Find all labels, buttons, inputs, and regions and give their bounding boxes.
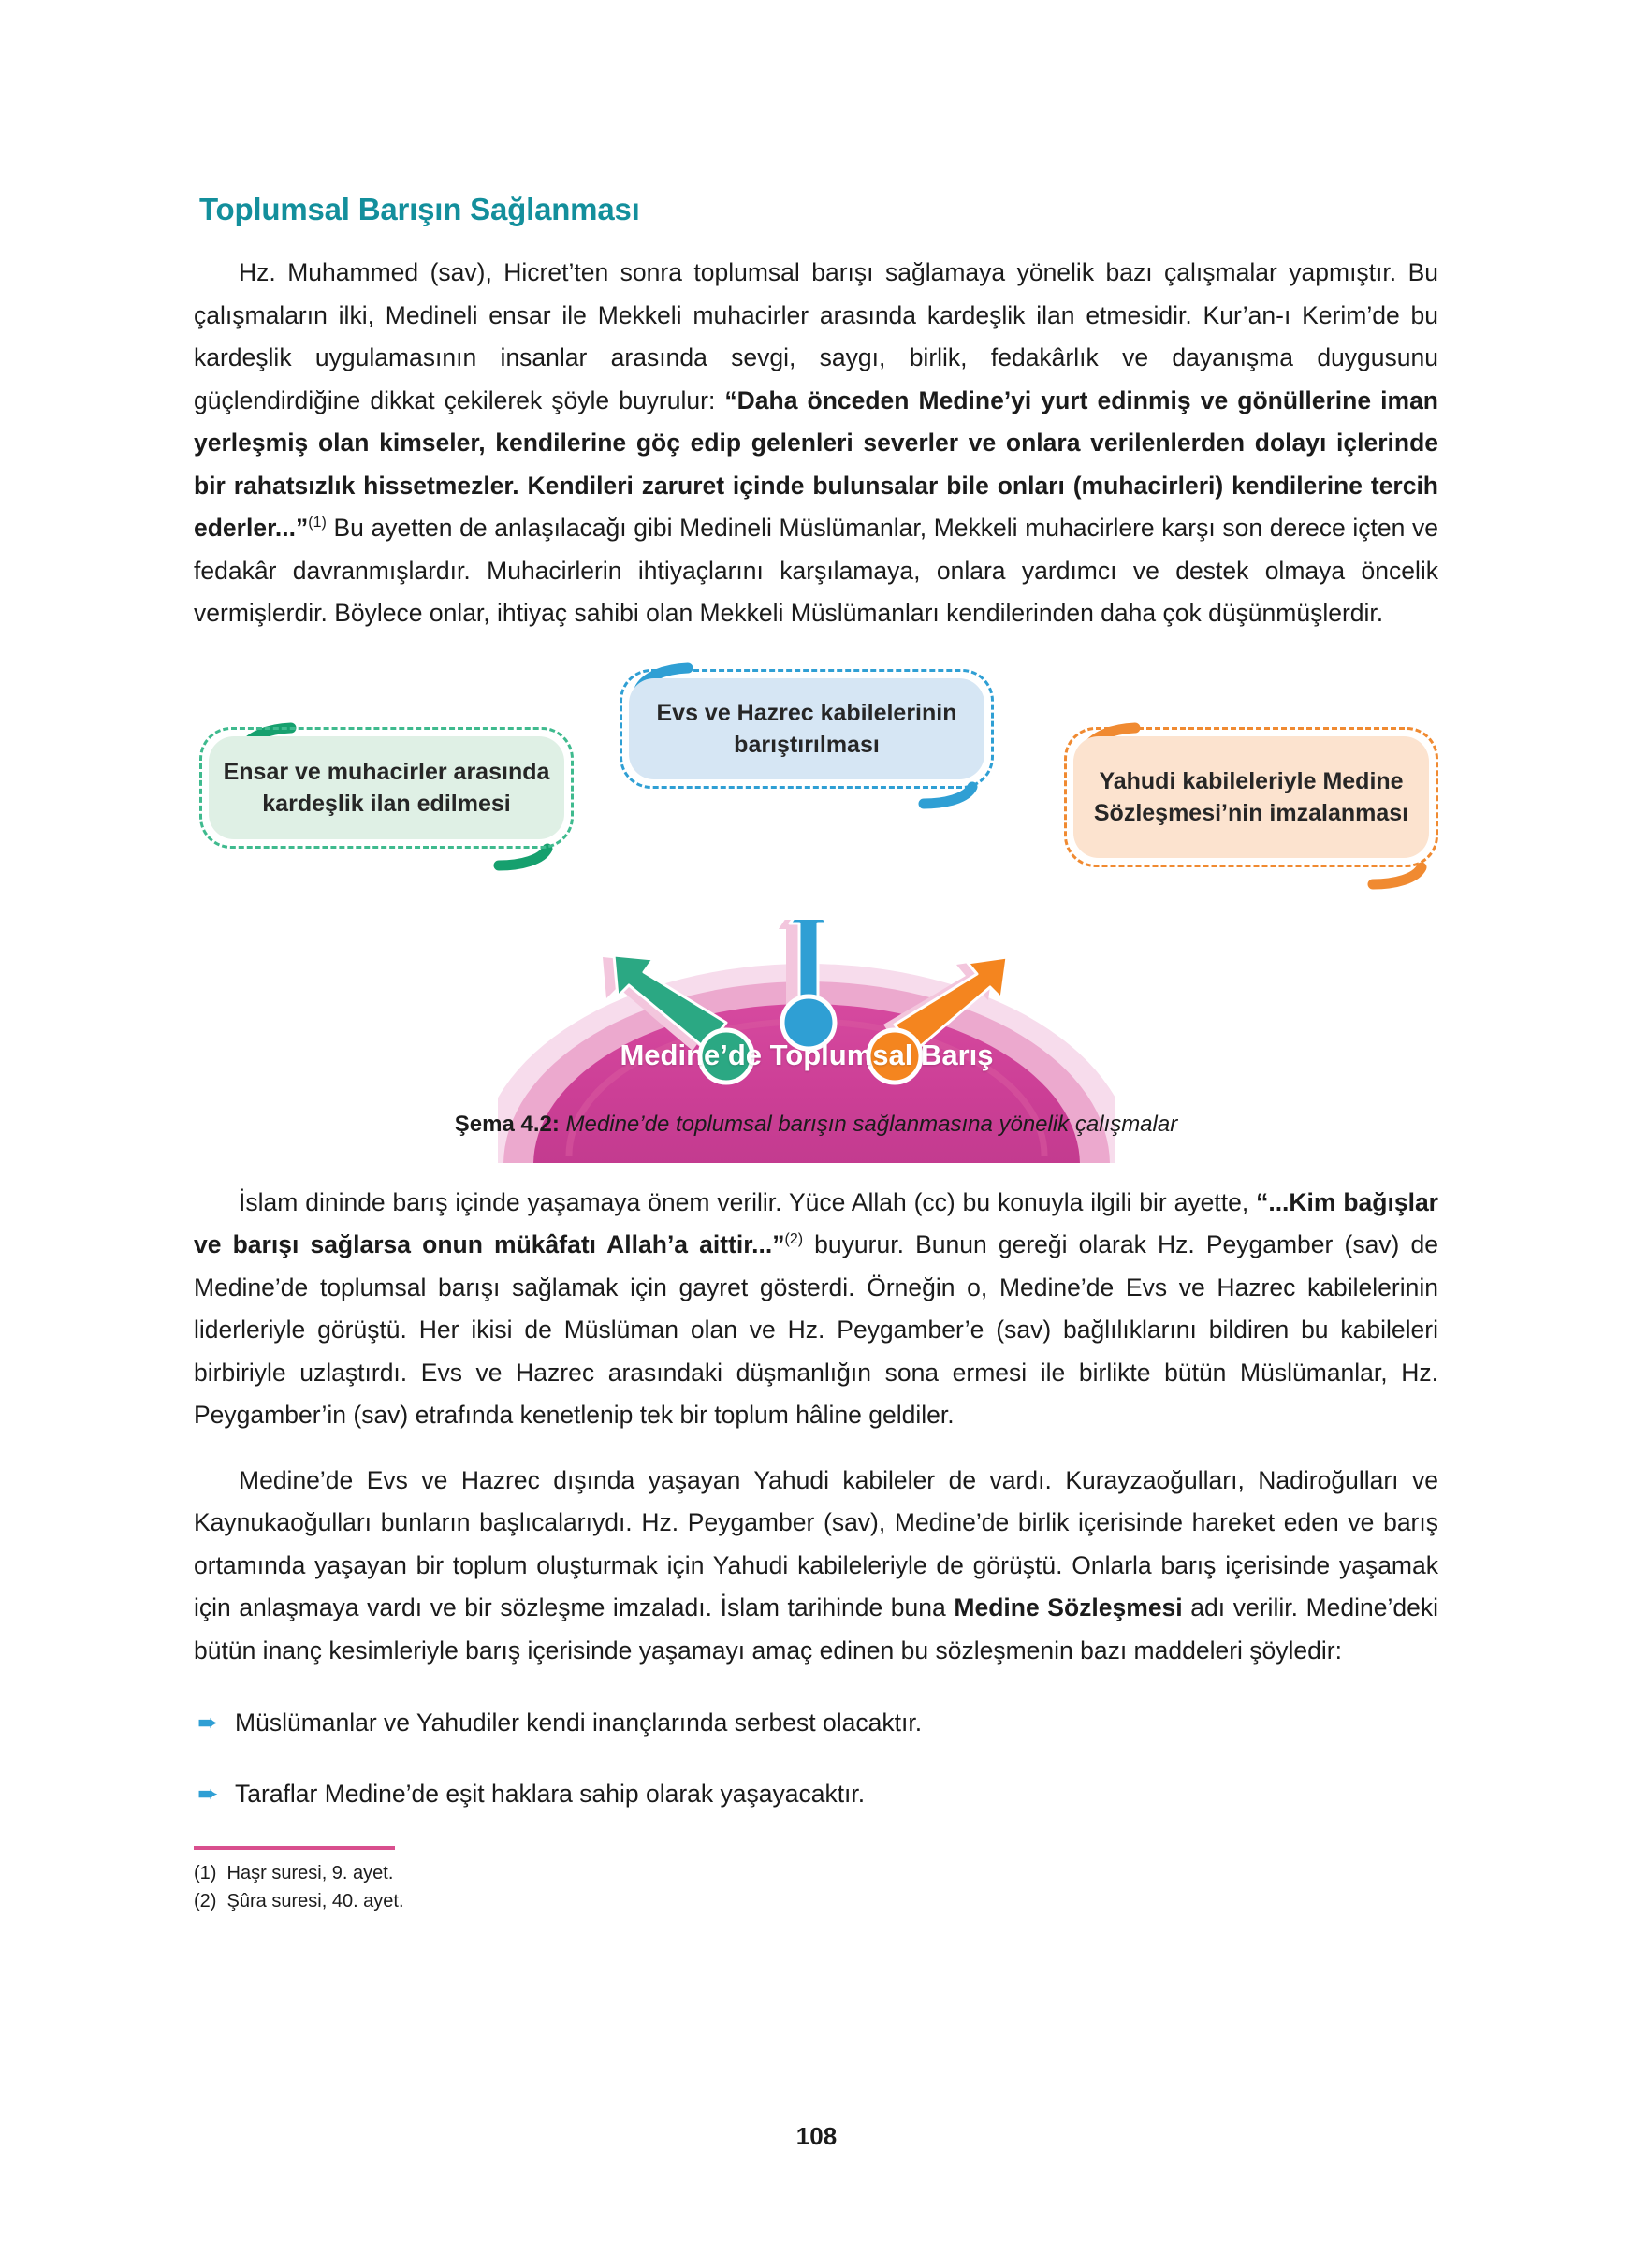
paragraph-3-bold-term: Medine Sözleşmesi (954, 1593, 1183, 1621)
page-number: 108 (795, 2122, 838, 2150)
footnote-2: (2) Şûra suresi, 40. ayet. (194, 1891, 404, 1912)
paragraph-2-quote: “...Kim bağışlar ve barışı sağlarsa onun mükâfatı Allah’a aittir...” (194, 1187, 1438, 1258)
list-item (194, 1775, 1438, 1812)
bullet-list (194, 1704, 1438, 1812)
page-title: Toplumsal Barışın Sağlanması (199, 192, 640, 226)
footnote-divider (194, 1846, 395, 1850)
page-content (194, 192, 1438, 1915)
diagram-box-ensar-muhacirler (199, 727, 574, 849)
diagram-arc-label: Medine’de Toplumsal Barış (620, 1038, 994, 1071)
footnote-1: (1) Haşr suresi, 9. ayet. (194, 1863, 394, 1883)
arrow-bullet-icon: ➨ (197, 1780, 219, 1808)
list-item-label: Taraflar Medine’de eşit haklara sahip olarak yaşayacaktır. (235, 1780, 866, 1808)
paragraph-2 (194, 1182, 1438, 1437)
diagram-caption-label: Şema 4.2: (454, 1111, 560, 1137)
paragraph-3 (194, 1460, 1438, 1673)
paragraph-3-part-2: adı verilir. Medine’deki bütün inanç kesimleriyle barış içerisinde yaşamayı amaç edinen bu sözleşmenin bazı maddeleri şöyledir: (194, 1593, 1438, 1665)
paragraph-2-part-1: İslam dininde barış içinde yaşamaya önem verilir. Yüce Allah (cc) bu konuyla ilgili bir ayette, (239, 1187, 1257, 1216)
paragraph-1-part-2: Bu ayetten de anlaşılacağı gibi Medineli Müslümanlar, Mekkeli muhacirlere karşı son derece içten ve fedakâr davranmışlardır. Muhacirlerin ihtiyaçlarını karşılamaya, onlara yardımcı ve destek olmaya öncelik vermişlerdir. Böylece onlar, ihtiyaç sahibi olan Mekkeli Müslümanları kendilerinden daha çok düşünmüşlerdir. (194, 514, 1438, 627)
paragraph-1-quote: “Daha önceden Medine’yi yurt edinmiş ve gönüllerine iman yerleşmiş olan kimseler, kendilerine göç edip gelenleri severler ve onlara verilenlerden dolayı içlerinde bir rahatsızlık hissetmezler. Kendileri zaruret içinde bulunsalar bile onları (muhacirleri) kendilerine tercih ederler...” (194, 385, 1438, 542)
paragraph-3-part-1: Medine’de Evs ve Hazrec dışında yaşayan Yahudi kabileler de vardı. Kurayzaoğulları, Nadiroğulları ve Kaynukaoğulları bunların başlıcalarıydı. Hz. Peygamber (sav), Medine’de birlik içerisinde hareket eden ve barış ortamında yaşayan bir toplum oluşturmak için Yahudi kabileleriyle de görüştü. Onlarla barış içerisinde yaşamak için anlaşmaya vardı ve bir sözleşme imzaladı. İslam tarihinde buna (194, 1465, 1438, 1621)
list-item-label: Müslümanlar ve Yahudiler kendi inançlarında serbest olacaktır. (235, 1708, 923, 1737)
footnote-ref-2: (2) (784, 1231, 804, 1248)
paragraph-2-part-2: buyurur. Bunun gereği olarak Hz. Peygamber (sav) de Medine’de toplumsal barışı sağlamak için gayret gösterdi. Örneğin o, Medine’de Evs ve Hazrec kabilelerinin liderleriyle görüştü. Her ikisi de Müslüman olan ve Hz. Peygamber’e (sav) bağlılıklarını bildiren bu kabileleri birbiriyle uzlaştırdı. Evs ve Hazrec arasındaki düşmanlığın sona ermesi ile birlikte bütün Müslümanlar, Hz. Peygamber’in (sav) etrafında kenetlenip tek bir toplum hâline geldiler. (194, 1230, 1438, 1429)
diagram-box-mid-label: Evs ve Hazrec kabilelerinin barıştırılması (629, 678, 984, 779)
diagram-box-evs-hazrec (620, 669, 994, 789)
diagram-box-yahudi-kabileler (1064, 727, 1438, 867)
diagram-box-right-label: Yahudi kabileleriyle Medine Sözleşmesi’nin imzalanması (1073, 736, 1429, 858)
arrow-bullet-icon: ➨ (197, 1708, 219, 1737)
footnote-ref-1: (1) (308, 515, 327, 531)
diagram-schema-4-2 (194, 660, 1438, 1165)
diagram-caption-text: Medine’de toplumsal barışın sağlanmasına yönelik çalışmalar (559, 1111, 1178, 1137)
paragraph-1 (194, 252, 1438, 635)
paragraph-1-part-1: Hz. Muhammed (sav), Hicret’ten sonra toplumsal barışı sağlamaya yönelik bazı çalışmalar yapmıştır. Bu çalışmaların ilki, Medineli ensar ile Mekkeli muhacirler arasında kardeşlik ilan etmesidir. Kur’an-ı Kerim’de bu kardeşlik uygulamasının insanlar arasında sevgi, saygı, birlik, fedakârlık ve dayanışma duygusunu güçlendirdiğine dikkat çekilerek şöyle buyrulur: (194, 258, 1438, 414)
list-item (194, 1704, 1438, 1741)
diagram-caption (194, 1109, 1438, 1140)
diagram-box-left-label: Ensar ve muhacirler arasında kardeşlik ilan edilmesi (209, 736, 564, 839)
